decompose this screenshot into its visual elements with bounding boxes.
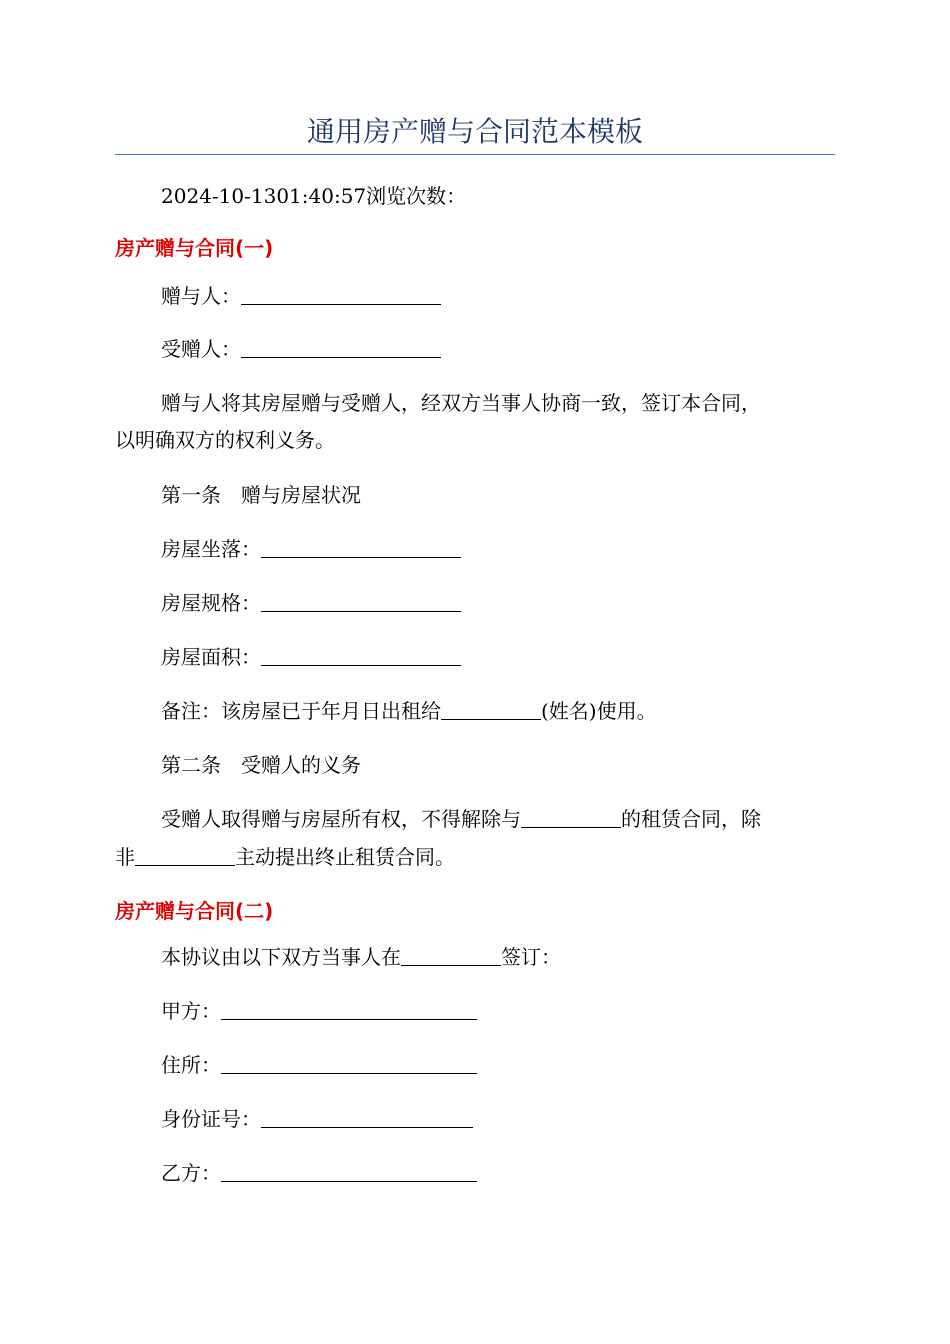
article-2-heading: 第二条 受赠人的义务	[161, 753, 361, 777]
location-blank	[261, 535, 461, 558]
donee-label: 受赠人：	[161, 337, 241, 361]
signing-place-blank	[401, 943, 501, 966]
spec-line	[115, 585, 881, 621]
donor-label: 赠与人：	[161, 284, 241, 308]
id-number-blank	[261, 1105, 473, 1128]
terminator-blank	[135, 843, 235, 866]
note-prefix: 备注：该房屋已于年月日出租给	[161, 699, 441, 723]
party-a-line	[115, 993, 881, 1029]
obligation-line2-suffix: 主动提出终止租赁合同。	[235, 845, 455, 869]
obligation-line2-prefix: 非	[115, 845, 135, 869]
obligation-prefix: 受赠人取得赠与房屋所有权，不得解除与	[161, 807, 521, 831]
section-heading-1: 房产赠与合同(一)	[115, 236, 274, 260]
id-number-line	[115, 1101, 881, 1137]
party-a-blank	[221, 997, 477, 1020]
note-line	[115, 693, 881, 729]
agreement-prefix: 本协议由以下双方当事人在	[161, 945, 401, 969]
section-heading-2: 房产赠与合同(二)	[115, 899, 274, 923]
id-number-label: 身份证号：	[161, 1107, 261, 1131]
party-b-blank	[221, 1159, 477, 1182]
party-b-label: 乙方：	[161, 1161, 221, 1185]
title-divider	[115, 154, 835, 155]
spec-label: 房屋规格：	[161, 591, 261, 615]
spec-blank	[261, 589, 461, 612]
obligation-line-2	[115, 839, 835, 875]
lessee-blank	[521, 805, 621, 828]
donor-line	[115, 278, 881, 314]
donee-line	[115, 331, 881, 367]
party-a-label: 甲方：	[161, 999, 221, 1023]
location-line	[115, 531, 881, 567]
obligation-line-1	[115, 801, 881, 837]
intro-line-2: 以明确双方的权利义务。	[115, 428, 335, 452]
donee-blank	[241, 335, 441, 358]
article-1-heading: 第一条 赠与房屋状况	[161, 483, 361, 507]
note-suffix: (姓名)使用。	[541, 699, 657, 723]
obligation-suffix: 的租赁合同，除	[621, 807, 761, 831]
area-line	[115, 639, 881, 675]
intro-line-1: 赠与人将其房屋赠与受赠人，经双方当事人协商一致，签订本合同，	[161, 391, 761, 415]
document-title: 通用房产赠与合同范本模板	[306, 115, 643, 148]
area-label: 房屋面积：	[161, 645, 261, 669]
tenant-name-blank	[441, 697, 541, 720]
address-line	[115, 1047, 881, 1083]
document-meta: 2024-10-1301:40:57浏览次数：	[161, 184, 467, 208]
area-blank	[261, 643, 461, 666]
donor-blank	[241, 282, 441, 305]
agreement-line	[115, 939, 881, 975]
address-blank	[221, 1051, 477, 1074]
party-b-line	[115, 1155, 881, 1191]
location-label: 房屋坐落：	[161, 537, 261, 561]
address-label: 住所：	[161, 1053, 221, 1077]
agreement-suffix: 签订：	[501, 945, 561, 969]
